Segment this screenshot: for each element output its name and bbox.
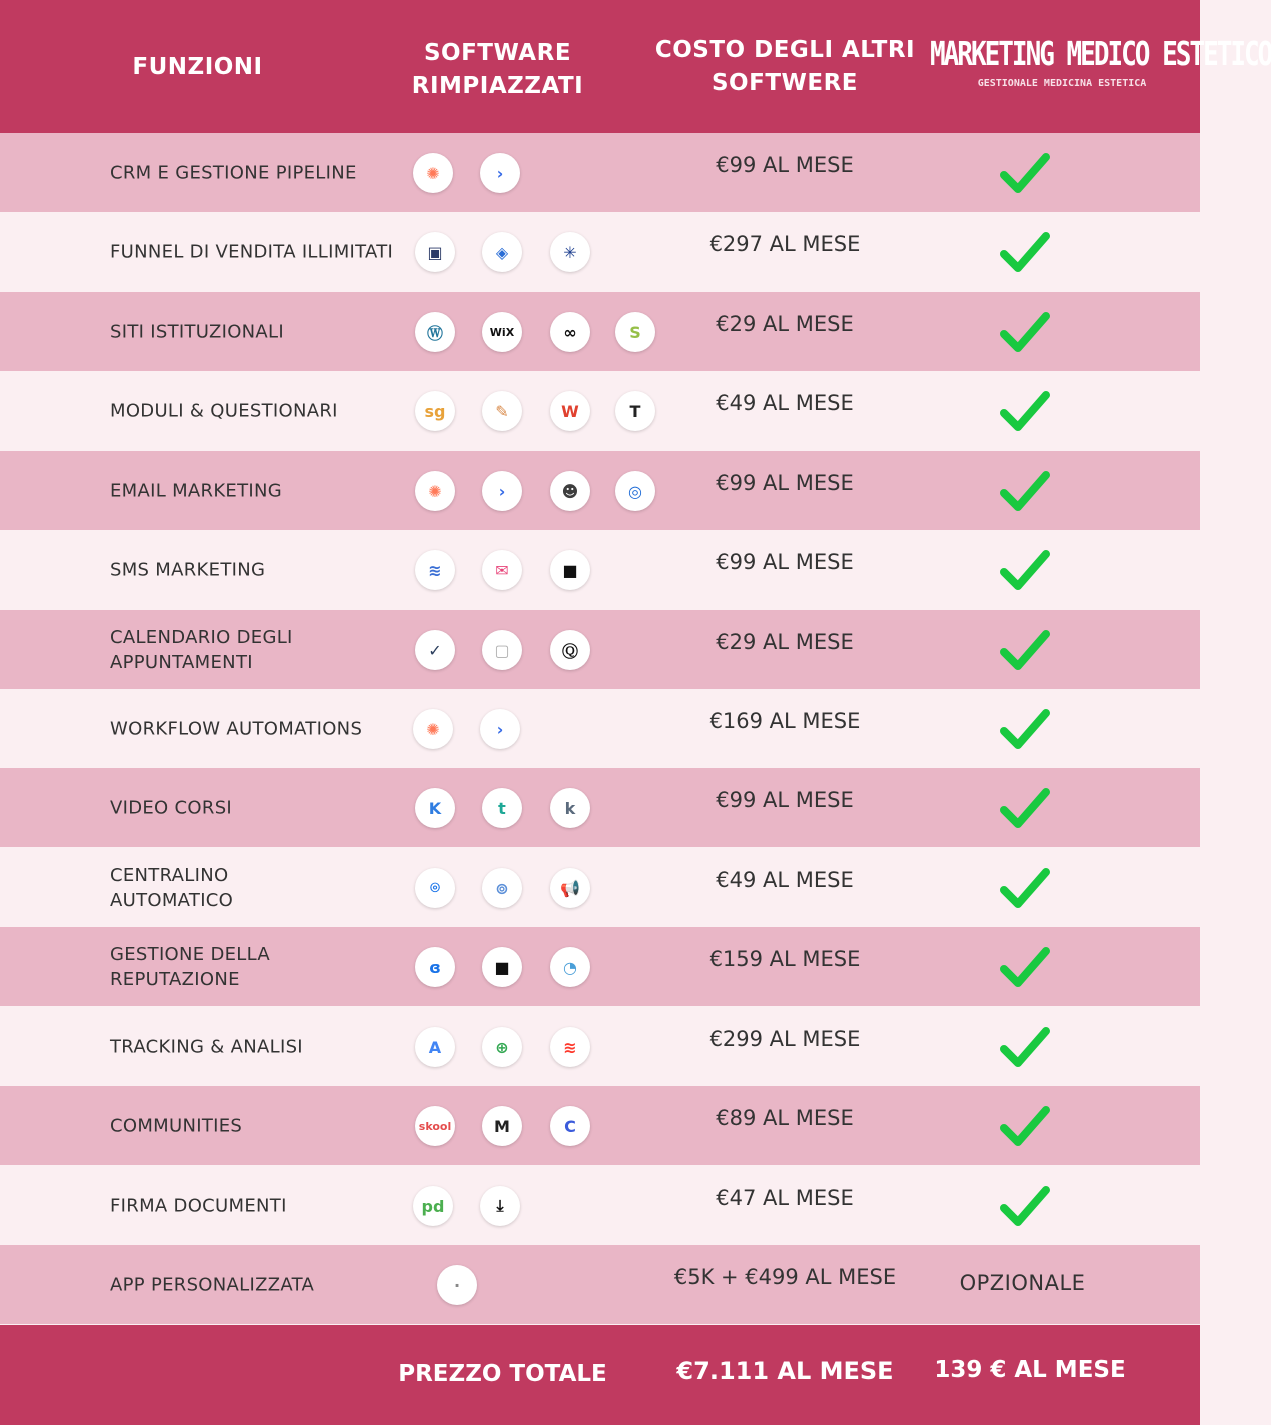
leadpages-icon: ◈ [482,232,522,272]
hubspot-icon: ✺ [415,471,455,511]
feature-name: FUNNEL DI VENDITA ILLIMITATI [110,241,394,262]
other-software-cost: €99 AL MESE [716,153,854,177]
table-row [0,292,1200,371]
shopify-icon: S [615,312,655,352]
circle-icon: C [550,1106,590,1146]
surveygizmo-icon: sg [415,391,455,431]
other-software-cost: €169 AL MESE [709,709,861,733]
other-software-cost: €5K + €499 AL MESE [673,1265,897,1289]
table-row [0,530,1200,609]
feature-name: CENTRALINO AUTOMATICO [110,864,234,911]
callrail-icon: ⊕ [482,1027,522,1067]
acuity-icon: Ⓠ [550,630,590,670]
table-row [0,610,1200,689]
checkmark-icon [1000,1184,1050,1228]
clickfunnels-icon: ▣ [415,232,455,272]
replaced-software-logos [405,848,655,927]
other-software-cost: €297 AL MESE [709,232,861,256]
kartra-k-icon: k [550,788,590,828]
checkmark-icon [1000,786,1050,830]
replaced-software-logos [405,1007,655,1086]
replaced-software-logos [405,212,655,291]
table-row [0,451,1200,530]
replaced-software-logos [405,768,655,847]
checkmark-icon [1000,1025,1050,1069]
other-software-cost: €29 AL MESE [716,312,854,336]
other-software-cost: €159 AL MESE [709,947,861,971]
feature-name: SITI ISTITUZIONALI [110,321,284,342]
download-icon: ⤓ [480,1186,520,1226]
table-row [0,848,1200,927]
mailchimp-icon: ☻ [550,471,590,511]
checkmark-icon [1000,1104,1050,1148]
other-software-cost: €99 AL MESE [716,471,854,495]
feature-name: TRACKING & ANALISI [110,1036,303,1057]
brand-name: MARKETING MEDICO ESTETICO [930,36,1271,74]
wufoo-icon: W [550,391,590,431]
other-software-cost: €29 AL MESE [716,630,854,654]
replaced-software-logos [405,133,655,212]
table-footer [0,1325,1200,1425]
other-software-cost: €89 AL MESE [716,1106,854,1130]
header-software-replaced: SOFTWARE RIMPIAZZATI [411,40,584,99]
hubspot-icon: ✺ [413,153,453,193]
table-row [0,768,1200,847]
optional-status: OPZIONALE [959,1271,1086,1295]
checkmark-icon [1000,548,1050,592]
reputation-icon: ◔ [550,947,590,987]
replaced-software-logos [405,451,655,530]
table-header [0,0,1271,133]
teachable-icon: t [482,788,522,828]
hubspot-icon: ✺ [413,709,453,749]
other-software-cost: €99 AL MESE [716,788,854,812]
constant-contact-icon: ◎ [615,471,655,511]
table-row [0,1007,1200,1086]
checkmark-icon [1000,945,1050,989]
other-software-cost: €299 AL MESE [709,1027,861,1051]
total-other-cost: €7.111 AL MESE [676,1357,894,1385]
replaced-software-logos [405,371,655,450]
table-row [0,1166,1200,1245]
feature-name: SMS MARKETING [110,559,266,580]
table-row [0,133,1200,212]
squarespace-icon: ∞ [550,312,590,352]
feature-name: CALENDARIO DEGLI APPUNTAMENTI [110,626,293,673]
map-pin-icon: ⌾ [415,868,455,908]
activecampaign-icon: › [482,471,522,511]
header-functions: FUNZIONI [132,54,263,80]
feature-name: EMAIL MARKETING [110,480,283,501]
calendar-icon: ▢ [482,630,522,670]
kajabi-icon: K [415,788,455,828]
pandadoc-icon: pd [413,1186,453,1226]
table-row [0,927,1200,1006]
replaced-software-logos [405,1086,655,1165]
replaced-software-logos [405,689,655,768]
podium-icon: ■ [550,550,590,590]
total-price-label: PREZZO TOTALE [398,1361,607,1387]
activecampaign-icon: › [480,709,520,749]
envelope-icon: ✉ [482,550,522,590]
replaced-software-logos [405,1166,655,1245]
skool-icon: skool [415,1106,455,1146]
table-row [0,689,1200,768]
other-software-cost: €49 AL MESE [716,868,854,892]
feature-name: COMMUNITIES [110,1115,243,1136]
checkmark-icon [1000,866,1050,910]
brand-subtitle: GESTIONALE MEDICINA ESTETICA [977,78,1147,89]
replaced-software-logos [405,927,655,1006]
wix-icon: WiX [482,312,522,352]
pencil-icon: ✎ [482,391,522,431]
podium-icon: ■ [482,947,522,987]
checkmark-icon [1000,389,1050,433]
brand-logo [930,36,1271,89]
hotjar-icon: ≋ [550,1027,590,1067]
checkmark-icon [1000,310,1050,354]
birdeye-icon: ɞ [415,947,455,987]
other-software-cost: €49 AL MESE [716,391,854,415]
total-our-cost: 139 € AL MESE [934,1357,1126,1383]
table-row [0,212,1200,291]
activecampaign-icon: › [480,153,520,193]
checkmark-icon [1000,230,1050,274]
feature-name: WORKFLOW AUTOMATIONS [110,718,363,739]
table-row [0,1245,1200,1324]
replaced-software-logos [405,530,655,609]
feature-name: APP PERSONALIZZATA [110,1274,315,1295]
checkmark-icon [1000,628,1050,672]
stacked-chevrons-icon: ≋ [415,550,455,590]
checkmark-icon [1000,707,1050,751]
megaphone-icon: 📢 [550,868,590,908]
replaced-software-logos [405,610,655,689]
replaced-software-logos [405,1245,655,1324]
other-software-cost: €99 AL MESE [716,550,854,574]
replaced-software-logos [405,292,655,371]
header-cost-other: COSTO DEGLI ALTRI SOFTWERE [654,37,916,96]
typeform-icon: T [615,391,655,431]
feature-name: FIRMA DOCUMENTI [110,1195,287,1216]
phone-dial-icon: ⊚ [482,868,522,908]
calendly-icon: ✓ [415,630,455,670]
table-row [0,371,1200,450]
other-software-cost: €47 AL MESE [716,1186,854,1210]
table-row [0,1086,1200,1165]
checkmark-icon [1000,151,1050,195]
google-ads-icon: A [415,1027,455,1067]
feature-name: GESTIONE DELLA REPUTAZIONE [110,943,270,990]
feature-name: CRM E GESTIONE PIPELINE [110,162,357,183]
checkmark-icon [1000,469,1050,513]
kartra-icon: ✳ [550,232,590,272]
wordpress-icon: Ⓦ [415,312,455,352]
mighty-icon: M [482,1106,522,1146]
feature-name: VIDEO CORSI [110,797,233,818]
app-icon: · [437,1265,477,1305]
feature-name: MODULI & QUESTIONARI [110,400,338,421]
